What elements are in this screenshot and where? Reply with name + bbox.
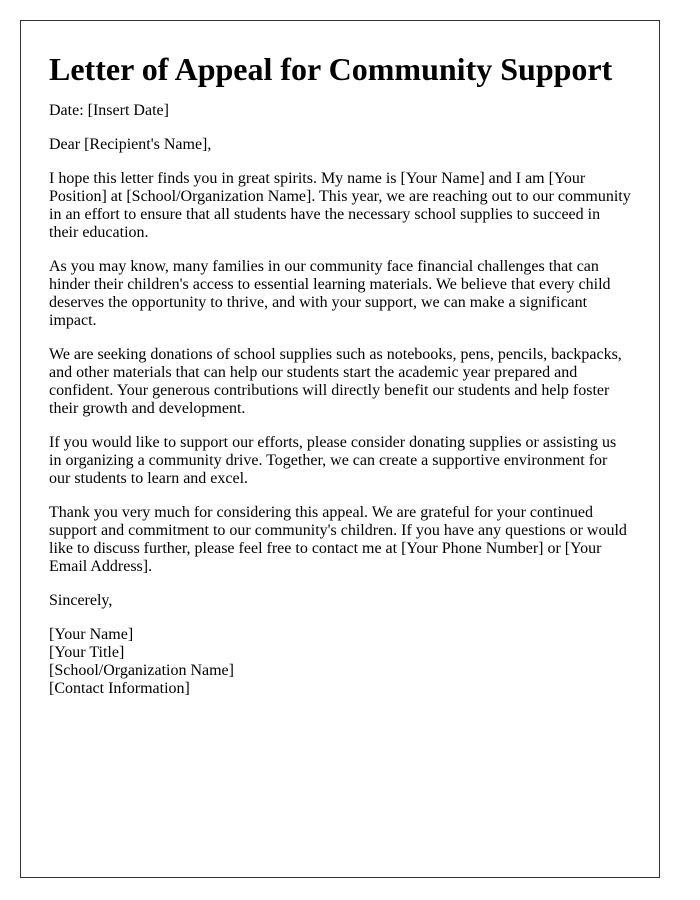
body-paragraph-thanks: Thank you very much for considering this appeal. We are grateful for your continued support and commitment to our community's children. If you have any questions or would like to discuss further, please feel free to contact me at [Your Phone Number] or [Your Email Address]. [49, 504, 627, 575]
date-line: Date: [Insert Date] [49, 102, 169, 119]
signature-title: [Your Title] [49, 644, 125, 661]
body-paragraph-intro: I hope this letter finds you in great spirits. My name is [Your Name] and I am [Your Position] at [School/Organization Name]. This year, we are reaching out to our community in an effort to ensure that all students have the necessary school supplies to succeed in their education. [49, 170, 631, 241]
body-paragraph-action: If you would like to support our efforts, please consider donating supplies or assisting us in organizing a community drive. Together, we can create a supportive environment for our students to learn and excel. [49, 434, 617, 487]
body-paragraph-need: As you may know, many families in our community face financial challenges that can hinder their children's access to essential learning materials. We believe that every child deserves the opportunity to thrive, and with your support, we can make a significant impact. [49, 258, 611, 329]
closing: Sincerely, [49, 592, 113, 609]
signature-block [49, 626, 631, 698]
letter-page [20, 20, 660, 878]
signature-organization: [School/Organization Name] [49, 662, 234, 679]
salutation: Dear [Recipient's Name], [49, 136, 212, 153]
body-paragraph-request: We are seeking donations of school supplies such as notebooks, pens, pencils, backpacks, and other materials that can help our students start the academic year prepared and confident. Your generous contributions will directly benefit our students and help foster their growth and development. [49, 346, 622, 417]
signature-contact: [Contact Information] [49, 680, 190, 697]
signature-name: [Your Name] [49, 626, 134, 643]
letter-title: Letter of Appeal for Community Support [49, 51, 613, 87]
